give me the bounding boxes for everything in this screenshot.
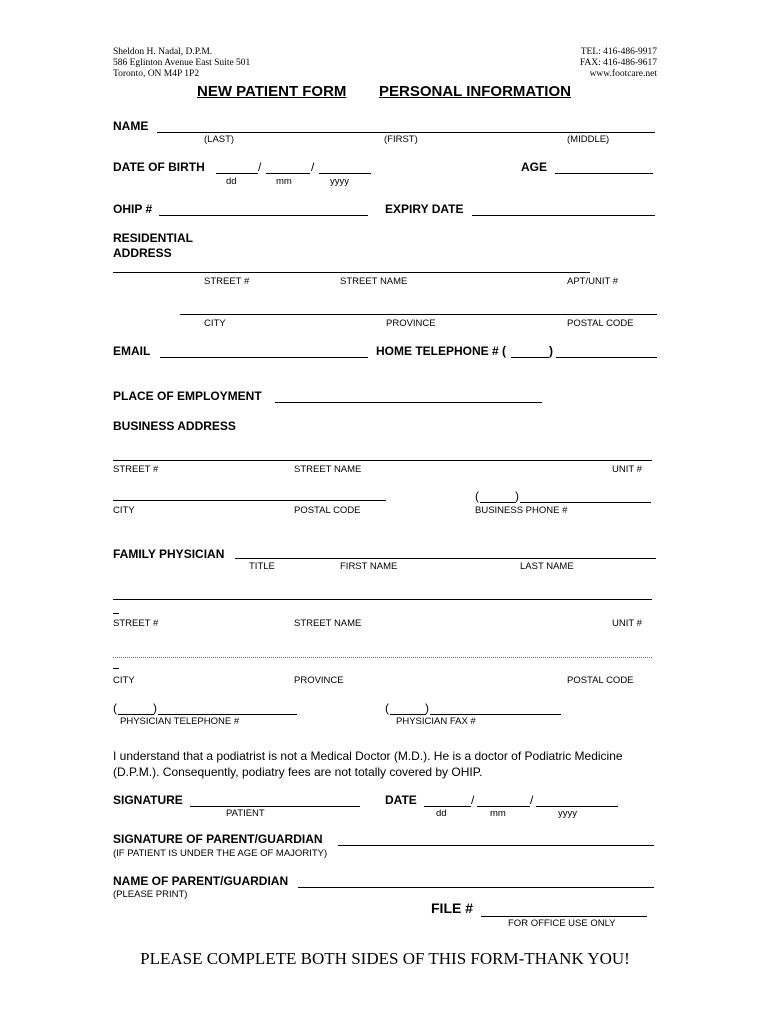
practice-address-line1: 586 Eglinton Avenue East Suite 501 (113, 58, 251, 68)
physician-fax-number-field[interactable] (430, 714, 561, 715)
ohip-field[interactable] (159, 215, 368, 216)
physician-city-field[interactable] (113, 657, 652, 658)
residential-province-caption: PROVINCE (386, 318, 436, 329)
residential-city-caption: CITY (204, 318, 226, 329)
physician-street-name-caption: STREET NAME (294, 618, 362, 629)
physician-fax-caption: PHYSICIAN FAX # (396, 716, 476, 727)
age-label: AGE (521, 160, 548, 174)
dob-year-field[interactable] (319, 173, 371, 174)
statement-line2: (D.P.M.). Consequently, podiatry fees are not totally covered by OHIP. (113, 765, 483, 779)
signature-patient-caption: PATIENT (226, 808, 265, 819)
business-city-field[interactable] (113, 500, 386, 501)
practice-website: www.footcare.net (589, 69, 657, 79)
guardian-signature-caption: (IF PATIENT IS UNDER THE AGE OF MAJORITY) (113, 848, 328, 859)
home-phone-label: HOME TELEPHONE # ( (376, 344, 507, 358)
date-day-field[interactable] (424, 806, 471, 807)
expiry-field[interactable] (472, 215, 655, 216)
residential-label-line1: RESIDENTIAL (113, 231, 194, 245)
business-city-caption: CITY (113, 505, 135, 516)
physician-fax-close-paren: ) (425, 701, 429, 715)
file-number-label: FILE # (431, 900, 474, 916)
residential-street-name-caption: STREET NAME (340, 276, 408, 287)
business-street-field[interactable] (113, 460, 652, 461)
physician-label: FAMILY PHYSICIAN (113, 547, 225, 561)
email-field[interactable] (160, 357, 368, 358)
dob-dd-caption: dd (226, 176, 237, 187)
physician-street-field-tail (113, 613, 119, 614)
date-slash-1: / (471, 793, 475, 807)
guardian-signature-field[interactable] (338, 845, 654, 846)
home-phone-close-paren: ) (549, 344, 553, 358)
dob-slash-2: / (311, 160, 315, 174)
date-label: DATE (385, 793, 417, 807)
dob-mm-caption: mm (276, 176, 292, 187)
section-title: PERSONAL INFORMATION (379, 83, 571, 100)
physician-city-caption: CITY (113, 675, 135, 686)
ohip-label: OHIP # (113, 202, 153, 216)
physician-tel-number-field[interactable] (158, 714, 297, 715)
physician-street-field[interactable] (113, 599, 652, 600)
guardian-name-field[interactable] (298, 887, 654, 888)
physician-postal-caption: POSTAL CODE (567, 675, 634, 686)
date-mm-caption: mm (490, 808, 506, 819)
date-dd-caption: dd (436, 808, 447, 819)
guardian-name-label: NAME OF PARENT/GUARDIAN (113, 874, 289, 888)
business-phone-close-paren: ) (515, 489, 519, 503)
physician-last-name-caption: LAST NAME (520, 561, 574, 572)
guardian-signature-label: SIGNATURE OF PARENT/GUARDIAN (113, 832, 323, 846)
business-street-name-caption: STREET NAME (294, 464, 362, 475)
physician-name-field[interactable] (235, 558, 656, 559)
footer-message: PLEASE COMPLETE BOTH SIDES OF THIS FORM-THANK YOU! (140, 949, 630, 968)
physician-city-field-tail (113, 668, 119, 669)
practice-address-line2: Toronto, ON M4P 1P2 (113, 69, 200, 79)
practice-name: Sheldon H. Nadal, D.P.M. (113, 47, 213, 57)
business-street-no-caption: STREET # (113, 464, 159, 475)
home-phone-area-field[interactable] (511, 357, 549, 358)
file-number-field[interactable] (481, 916, 647, 917)
employment-field[interactable] (275, 402, 542, 403)
last-name-caption: (LAST) (204, 134, 235, 145)
middle-name-caption: (MIDDLE) (567, 134, 610, 145)
dob-yyyy-caption: yyyy (330, 176, 349, 187)
date-yyyy-caption: yyyy (558, 808, 577, 819)
practice-fax: FAX: 416-486-9617 (579, 58, 657, 68)
guardian-name-caption: (PLEASE PRINT) (113, 889, 188, 900)
physician-unit-caption: UNIT # (612, 618, 642, 629)
residential-apt-caption: APT/UNIT # (567, 276, 619, 287)
file-number-caption: FOR OFFICE USE ONLY (508, 918, 616, 929)
form-title: NEW PATIENT FORM (197, 83, 347, 100)
date-slash-2: / (530, 793, 534, 807)
business-postal-caption: POSTAL CODE (294, 505, 361, 516)
signature-field[interactable] (190, 806, 360, 807)
physician-tel-caption: PHYSICIAN TELEPHONE # (120, 716, 240, 727)
residential-street-field[interactable] (113, 272, 590, 273)
residential-label-line2: ADDRESS (113, 246, 172, 260)
first-name-caption: (FIRST) (384, 134, 418, 145)
residential-street-no-caption: STREET # (204, 276, 250, 287)
dob-day-field[interactable] (216, 173, 258, 174)
physician-street-no-caption: STREET # (113, 618, 159, 629)
date-month-field[interactable] (477, 806, 530, 807)
business-phone-open-paren: ( (475, 489, 479, 503)
dob-slash-1: / (258, 160, 262, 174)
business-phone-number-field[interactable] (520, 502, 651, 503)
date-year-field[interactable] (536, 806, 618, 807)
physician-tel-area-field[interactable] (118, 714, 154, 715)
physician-title-caption: TITLE (249, 561, 275, 572)
physician-fax-open-paren: ( (385, 701, 389, 715)
expiry-label: EXPIRY DATE (385, 202, 464, 216)
dob-label: DATE OF BIRTH (113, 160, 205, 174)
residential-city-field[interactable] (180, 314, 657, 315)
employment-label: PLACE OF EMPLOYMENT (113, 389, 262, 403)
residential-postal-caption: POSTAL CODE (567, 318, 634, 329)
age-field[interactable] (555, 173, 653, 174)
physician-tel-close-paren: ) (153, 701, 157, 715)
physician-fax-area-field[interactable] (390, 714, 426, 715)
signature-label: SIGNATURE (113, 793, 183, 807)
email-label: EMAIL (113, 344, 151, 358)
dob-month-field[interactable] (266, 173, 310, 174)
physician-first-name-caption: FIRST NAME (340, 561, 398, 572)
name-field[interactable] (157, 132, 655, 133)
home-phone-number-field[interactable] (556, 357, 657, 358)
business-unit-caption: UNIT # (612, 464, 642, 475)
practice-telephone: TEL: 416-486-9917 (580, 47, 657, 57)
business-address-label: BUSINESS ADDRESS (113, 419, 236, 433)
name-label: NAME (113, 119, 149, 133)
physician-province-caption: PROVINCE (294, 675, 344, 686)
business-phone-area-field[interactable] (480, 502, 516, 503)
business-phone-caption: BUSINESS PHONE # (475, 505, 568, 516)
physician-tel-open-paren: ( (113, 701, 117, 715)
statement-line1: I understand that a podiatrist is not a Medical Doctor (M.D.). He is a doctor of Podiatric Medicine (113, 749, 623, 763)
